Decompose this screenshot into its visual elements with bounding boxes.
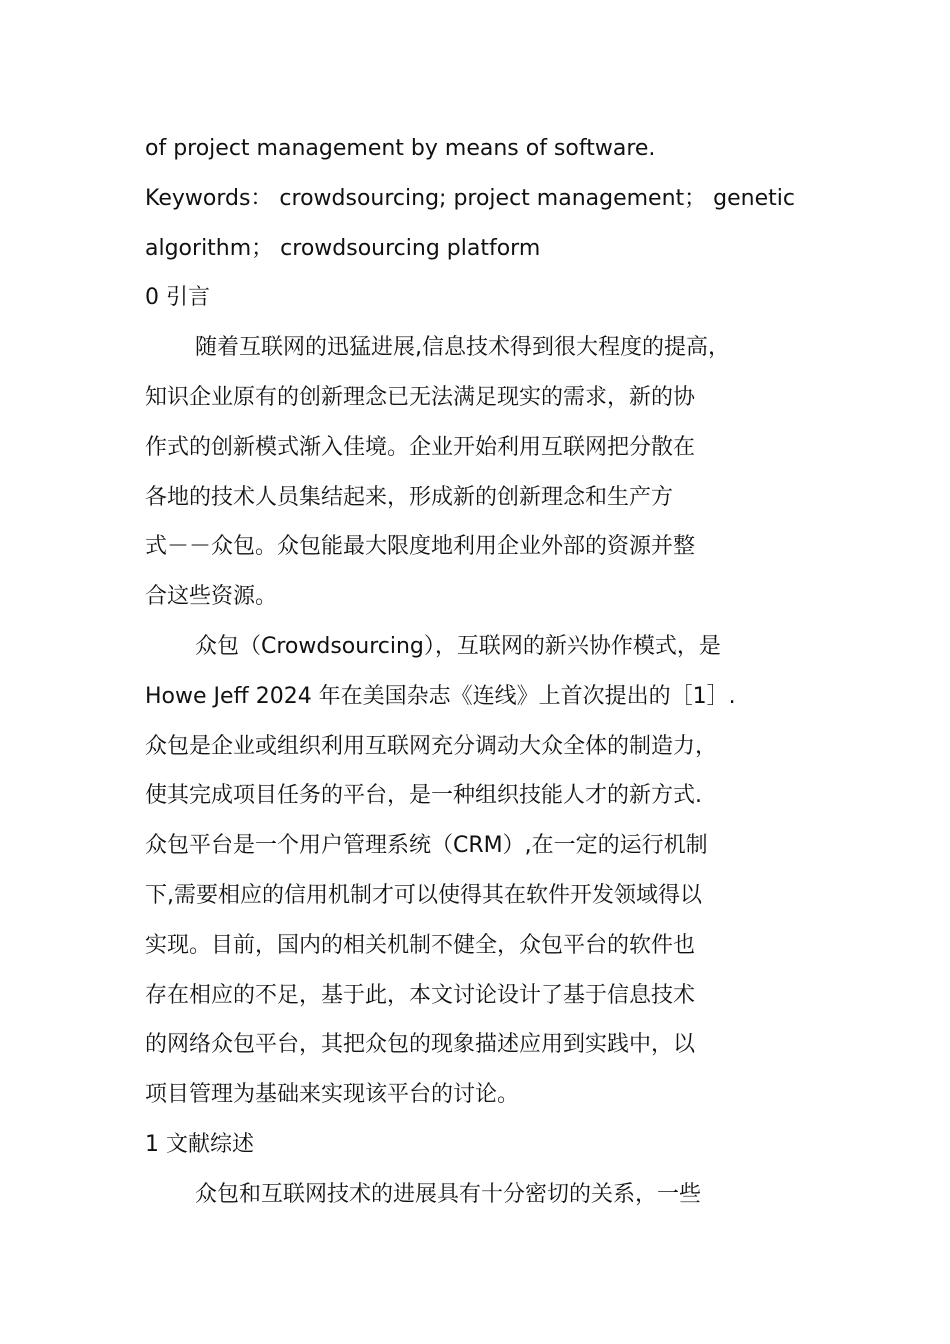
paragraph-line: 项目管理为基础来实现该平台的讨论。 <box>145 1082 520 1108</box>
paragraph-line: 存在相应的不足，基于此，本文讨论设计了基于信息技术 <box>145 982 696 1008</box>
section-0-paragraph-1 <box>145 323 805 622</box>
paragraph-line: 下,需要相应的信用机制才可以使得其在软件开发领域得以 <box>145 882 702 908</box>
paragraph-line: 的网络众包平台，其把众包的现象描述应用到实践中，以 <box>145 1032 696 1058</box>
paragraph-line: 合这些资源。 <box>145 584 278 610</box>
paragraph-line: 使其完成项目任务的平台，是一种组织技能人才的新方式. <box>145 783 702 809</box>
paragraph-line: 式－－众包。众包能最大限度地利用企业外部的资源并整 <box>145 534 696 560</box>
paragraph-line: 众包（Crowdsourcing），互联网的新兴协作模式，是 <box>195 633 721 659</box>
abstract-tail: of project management by means of software. <box>145 136 656 161</box>
keywords-line-2: algorithm； crowdsourcing platform <box>145 235 541 261</box>
section-0-heading: 0 引言 <box>145 285 210 311</box>
keywords-line-1: Keywords： crowdsourcing; project management； genetic <box>145 185 795 211</box>
section-0-paragraph-2 <box>145 622 805 1120</box>
paragraph-line: 众包是企业或组织利用互联网充分调动大众全体的制造力， <box>145 733 718 759</box>
section-1-paragraph-1 <box>145 1170 805 1220</box>
paragraph-line: 众包平台是一个用户管理系统（CRM）,在一定的运行机制 <box>145 833 708 859</box>
section-1-heading: 1 文献综述 <box>145 1131 254 1157</box>
paragraph-line: Howe Jeff 2024 年在美国杂志《连线》上首次提出的［1］. <box>145 683 736 709</box>
document-page <box>145 124 805 1220</box>
paragraph-line: 作式的创新模式渐入佳境。企业开始利用互联网把分散在 <box>145 434 696 460</box>
paragraph-line: 实现。目前，国内的相关机制不健全，众包平台的软件也 <box>145 932 696 958</box>
paragraph-line: 各地的技术人员集结起来，形成新的创新理念和生产方 <box>145 484 674 510</box>
paragraph-line: 随着互联网的迅猛进展,信息技术得到很大程度的提高， <box>195 335 730 361</box>
paragraph-line: 知识企业原有的创新理念已无法满足现实的需求，新的协 <box>145 384 696 410</box>
paragraph-line: 众包和互联网技术的进展具有十分密切的关系，一些 <box>195 1181 702 1207</box>
